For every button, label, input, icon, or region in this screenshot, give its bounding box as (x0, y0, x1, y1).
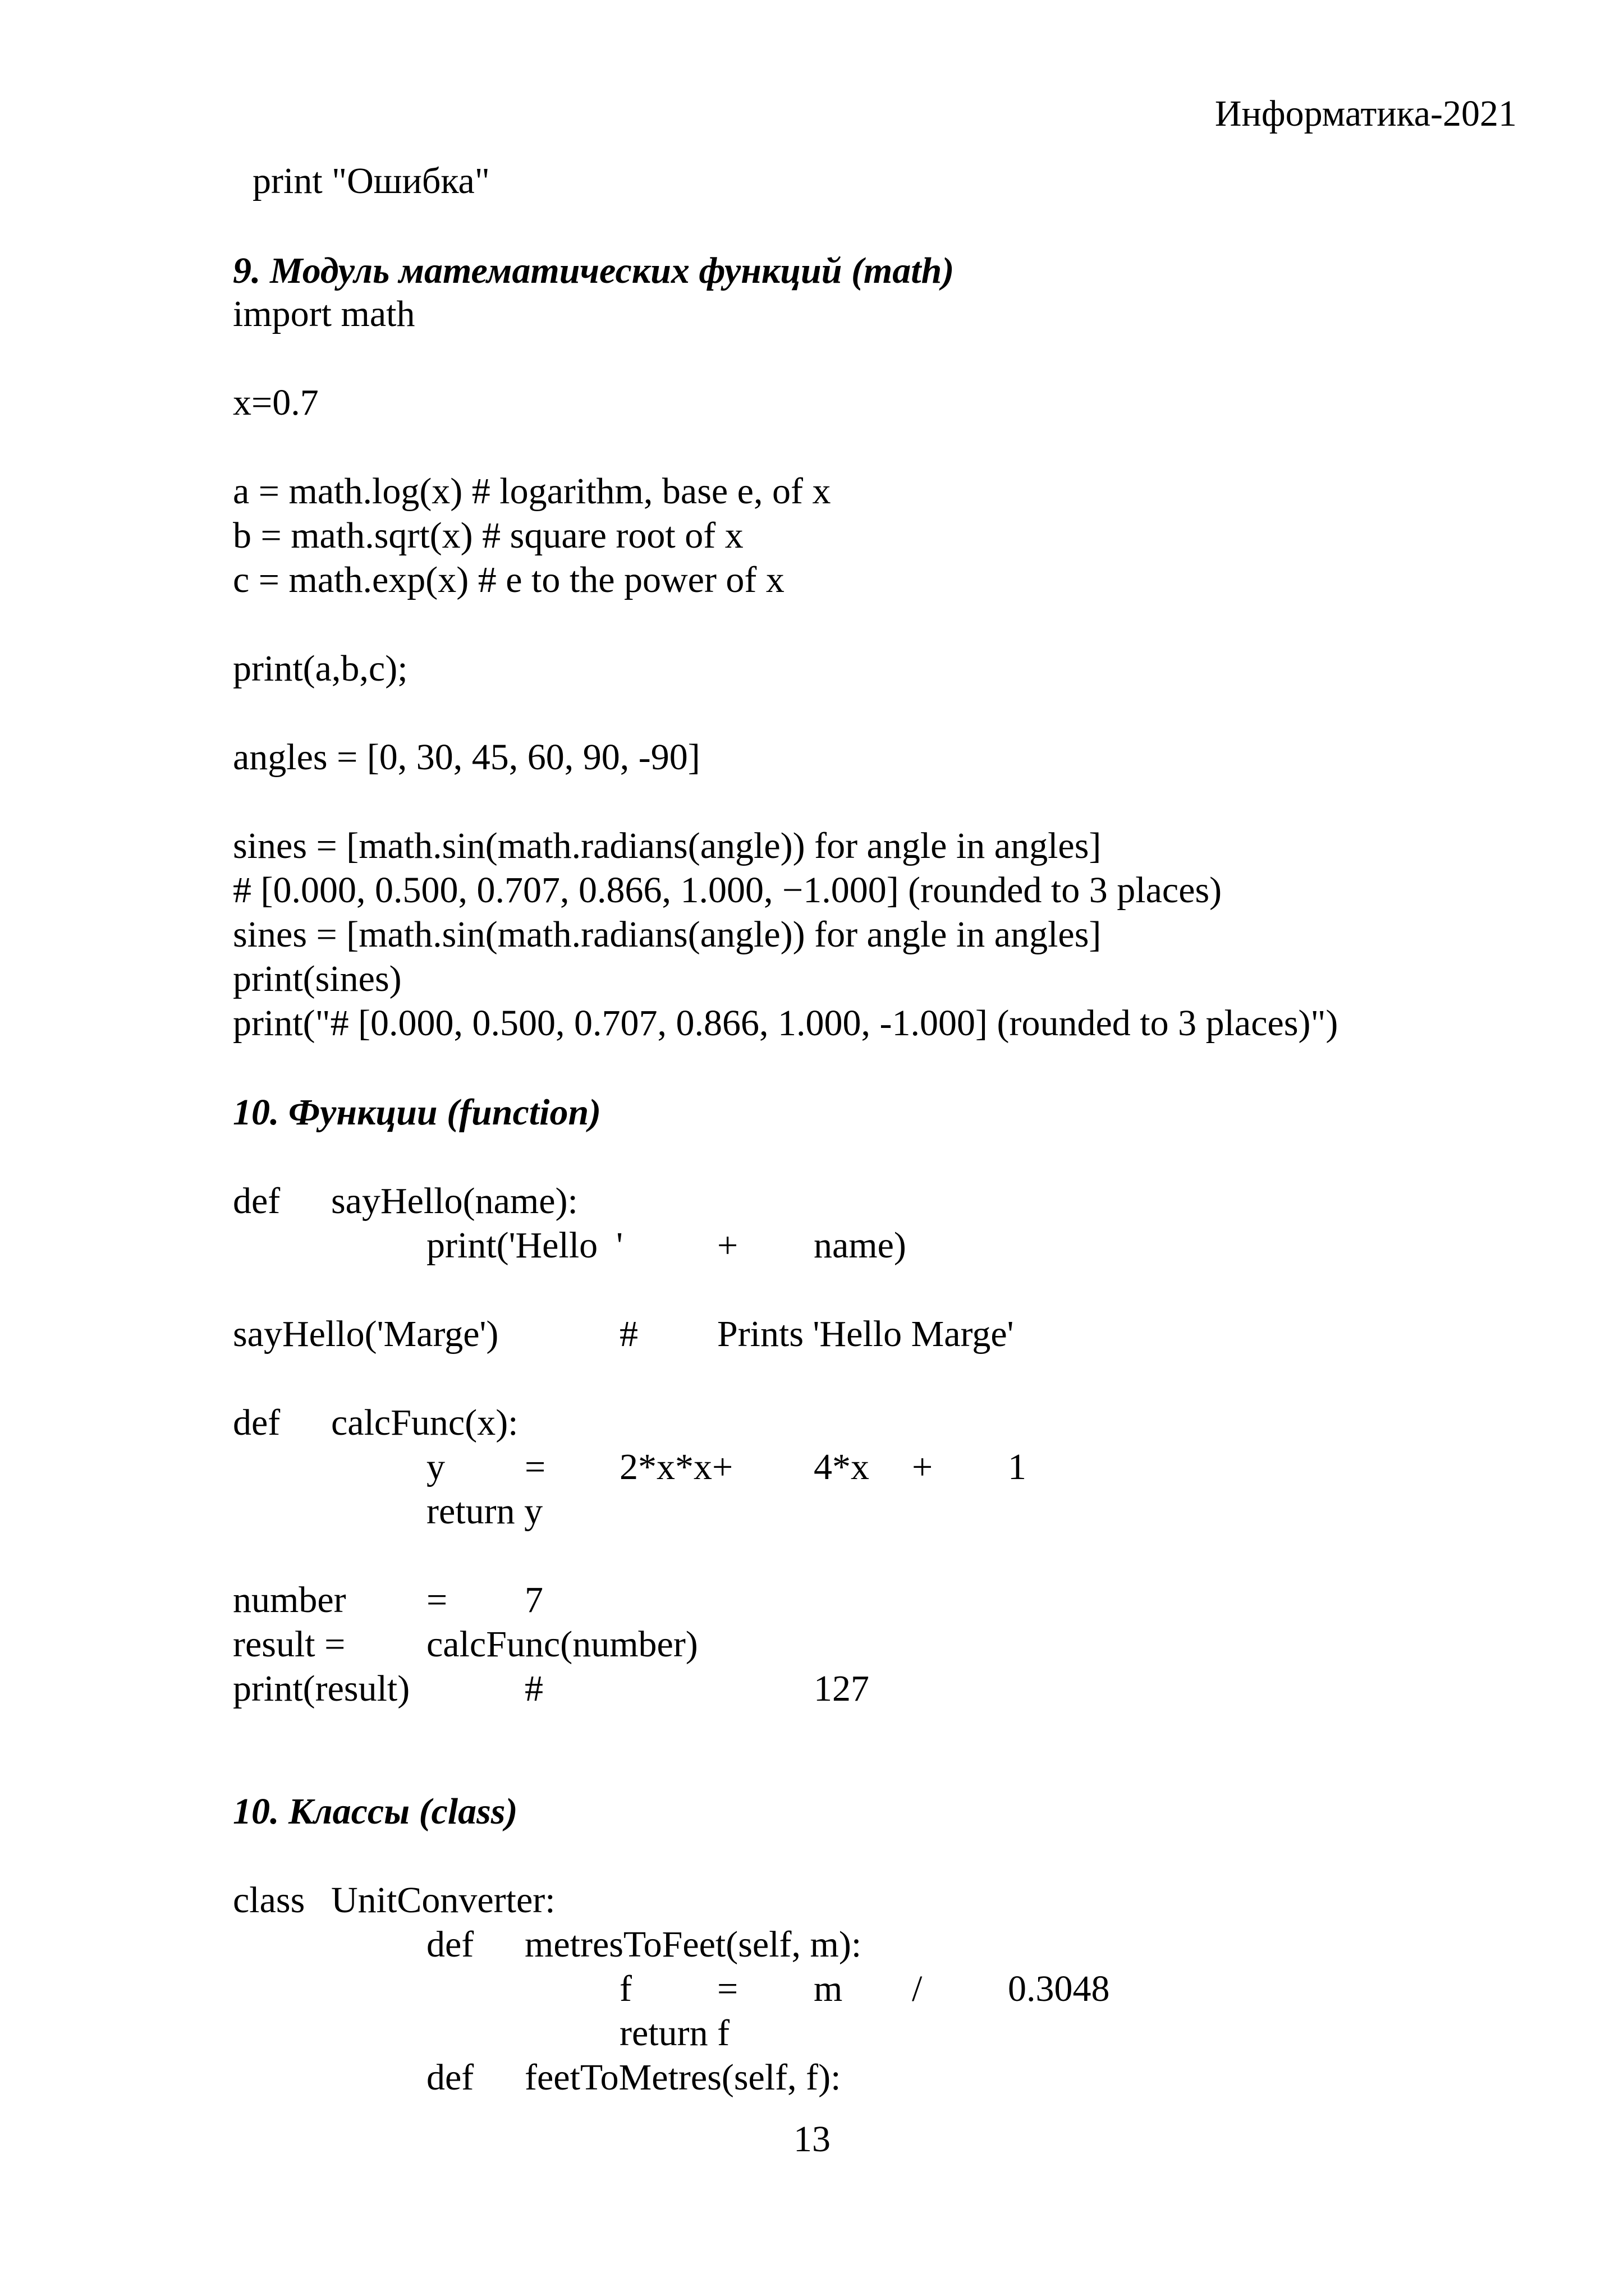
code-line: b = math.sqrt(x) # square root of x (233, 515, 744, 556)
code-line: sines = [math.sin(math.radians(angle)) for angle in angles] (233, 914, 1102, 955)
code-token: m (814, 1968, 843, 2009)
code-token: number (233, 1579, 346, 1620)
section-heading: 9. Модуль математических функций (math) (233, 250, 955, 291)
code-line: import math (233, 293, 415, 334)
code-token: = (525, 1447, 546, 1487)
code-line: a = math.log(x) # logarithm, base e, of x (233, 471, 831, 512)
code-token: y (426, 1447, 445, 1487)
code-token: name) (814, 1225, 906, 1266)
code-line: print(a,b,c); (233, 648, 408, 689)
code-token: print('Hello ' (426, 1225, 623, 1266)
code-token: 7 (525, 1579, 543, 1620)
code-line: print("# [0.000, 0.500, 0.707, 0.866, 1.000, -1.000] (rounded to 3 places)") (233, 1003, 1338, 1044)
code-token: UnitConverter: (331, 1880, 556, 1921)
code-keyword: def (233, 1181, 281, 1222)
code-token: = (717, 1968, 738, 2009)
section-heading: 10. Функции (function) (233, 1092, 602, 1133)
code-line: sines = [math.sin(math.radians(angle)) for angle in angles] (233, 825, 1102, 866)
page-number: 13 (793, 2119, 831, 2160)
code-token: metresToFeet(self, m): (525, 1924, 862, 1965)
code-token: + (912, 1447, 933, 1487)
code-keyword: class (233, 1880, 305, 1921)
code-line: x=0.7 (233, 382, 319, 423)
code-line: angles = [0, 30, 45, 60, 90, -90] (233, 737, 700, 778)
code-token: print(result) (233, 1668, 410, 1709)
code-token: result = (233, 1624, 346, 1665)
code-comment: Prints 'Hello Marge' (717, 1314, 1014, 1354)
code-token: 2*x*x+ (620, 1447, 733, 1487)
code-comment: # [0.000, 0.500, 0.707, 0.866, 1.000, −1.000] (rounded to 3 places) (233, 870, 1222, 911)
code-token: / (912, 1968, 923, 2009)
code-keyword: def (426, 2057, 474, 2098)
code-token: sayHello('Marge') (233, 1314, 499, 1354)
code-keyword: def (233, 1402, 281, 1443)
code-token: return f (620, 2013, 730, 2054)
page-header: Информатика-2021 (1214, 93, 1517, 134)
code-token: 4*x (814, 1447, 869, 1487)
code-token: feetToMetres(self, f): (525, 2057, 841, 2098)
code-line: c = math.exp(x) # e to the power of x (233, 559, 785, 600)
section-heading: 10. Классы (class) (233, 1791, 518, 1832)
code-token: + (717, 1225, 738, 1266)
code-token: 127 (814, 1668, 869, 1709)
code-token: calcFunc(x): (331, 1402, 519, 1443)
code-token: 0.3048 (1008, 1968, 1110, 2009)
code-token: # (620, 1314, 638, 1354)
code-token: return y (426, 1491, 543, 1532)
code-token: 1 (1008, 1447, 1026, 1487)
code-keyword: def (426, 1924, 474, 1965)
code-token: calcFunc(number) (426, 1624, 698, 1665)
code-token: f (620, 1968, 632, 2009)
code-token: sayHello(name): (331, 1181, 578, 1222)
code-line: print "Ошибка" (253, 160, 490, 201)
code-token: = (426, 1579, 448, 1620)
code-token: # (525, 1668, 543, 1709)
code-line: print(sines) (233, 958, 402, 999)
